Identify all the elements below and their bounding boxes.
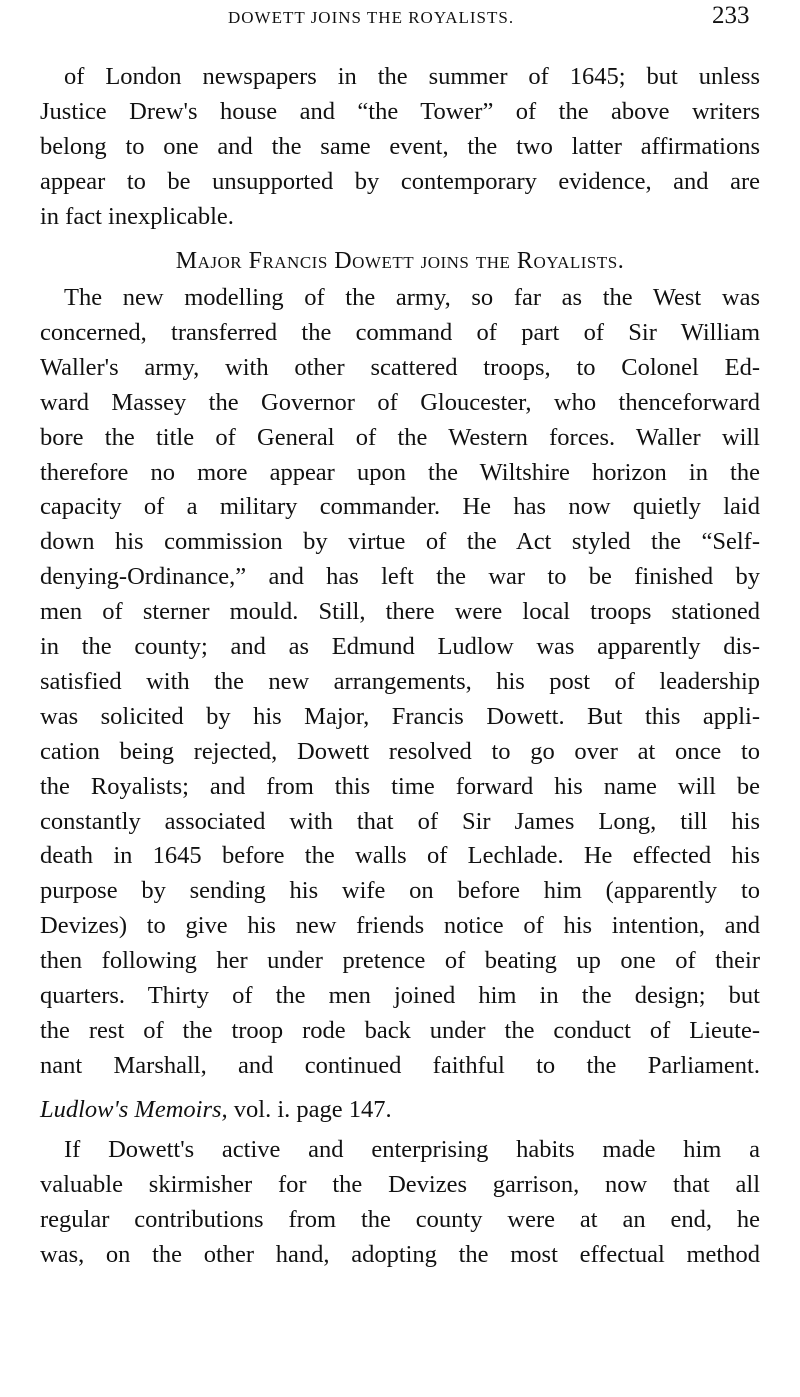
text-line: ward Massey the Governor of Gloucester, who thenceforward — [40, 388, 760, 416]
text-line: The new modelling of the army, so far as the West was — [64, 284, 760, 311]
text-line: in fact inexplicable. — [40, 202, 234, 230]
text-line: regular contributions from the county were at an end, he — [40, 1205, 760, 1233]
running-title: DOWETT JOINS THE ROYALISTS. — [228, 8, 515, 27]
text-line: purpose by sending his wife on before him (apparently to — [40, 877, 760, 905]
citation-rest: vol. i. page 147. — [227, 1096, 392, 1123]
text-line: then following her under pretence of beating up one of their — [40, 947, 760, 975]
text-line: was, on the other hand, adopting the most effectual method — [40, 1240, 760, 1268]
text-line: bore the title of General of the Western forces. Waller will — [40, 423, 760, 451]
text-line: men of sterner mould. Still, there were local troops stationed — [40, 598, 760, 626]
text-line: down his commission by virtue of the Act styled the “Self- — [40, 528, 760, 556]
text-line: appear to be unsupported by contemporary evidence, and are — [40, 167, 760, 195]
text-line: in the county; and as Edmund Ludlow was apparently dis- — [40, 633, 760, 660]
citation-line — [40, 1095, 760, 1125]
page-number: 233 — [712, 2, 750, 29]
text-line: the rest of the troop rode back under the conduct of Lieute- — [40, 1016, 760, 1044]
text-line: Justice Drew's house and “the Tower” of the above writers — [40, 97, 760, 125]
section-heading: Major Francis Dowett joins the Royalists. — [175, 248, 625, 274]
text-line: of London newspapers in the summer of 1645; but unless — [64, 63, 760, 90]
text-line: Devizes) to give his new friends notice of his intention, and — [40, 912, 760, 940]
text-line: death in 1645 before the walls of Lechlade. He effected his — [40, 842, 760, 870]
text-line: valuable skirmisher for the Devizes garrison, now that all — [40, 1170, 760, 1198]
text-line: the Royalists; and from this time forward his name will be — [40, 772, 760, 800]
text-line: concerned, transferred the command of part of Sir William — [40, 318, 760, 346]
text-line: nant Marshall, and continued faithful to the Parliament. — [40, 1051, 760, 1079]
text-line: satisfied with the new arrangements, his post of leadership — [40, 667, 760, 695]
text-line: constantly associated with that of Sir James Long, till his — [40, 807, 760, 835]
text-line: If Dowett's active and enterprising habits made him a — [64, 1136, 760, 1163]
text-line: quarters. Thirty of the men joined him in the design; but — [40, 982, 760, 1009]
text-line: denying-Ordinance,” and has left the war to be finished by — [40, 563, 760, 591]
text-line: was solicited by his Major, Francis Dowett. But this appli- — [40, 702, 760, 730]
text-line: cation being rejected, Dowett resolved to go over at once to — [40, 737, 760, 765]
text-line: belong to one and the same event, the two latter affirmations — [40, 132, 760, 160]
text-line: Waller's army, with other scattered troops, to Colonel Ed- — [40, 353, 760, 381]
text-line: therefore no more appear upon the Wiltshire horizon in the — [40, 458, 760, 486]
citation-title: Ludlow's Memoirs, — [40, 1096, 228, 1123]
text-line: capacity of a military commander. He has now quietly laid — [40, 493, 760, 521]
